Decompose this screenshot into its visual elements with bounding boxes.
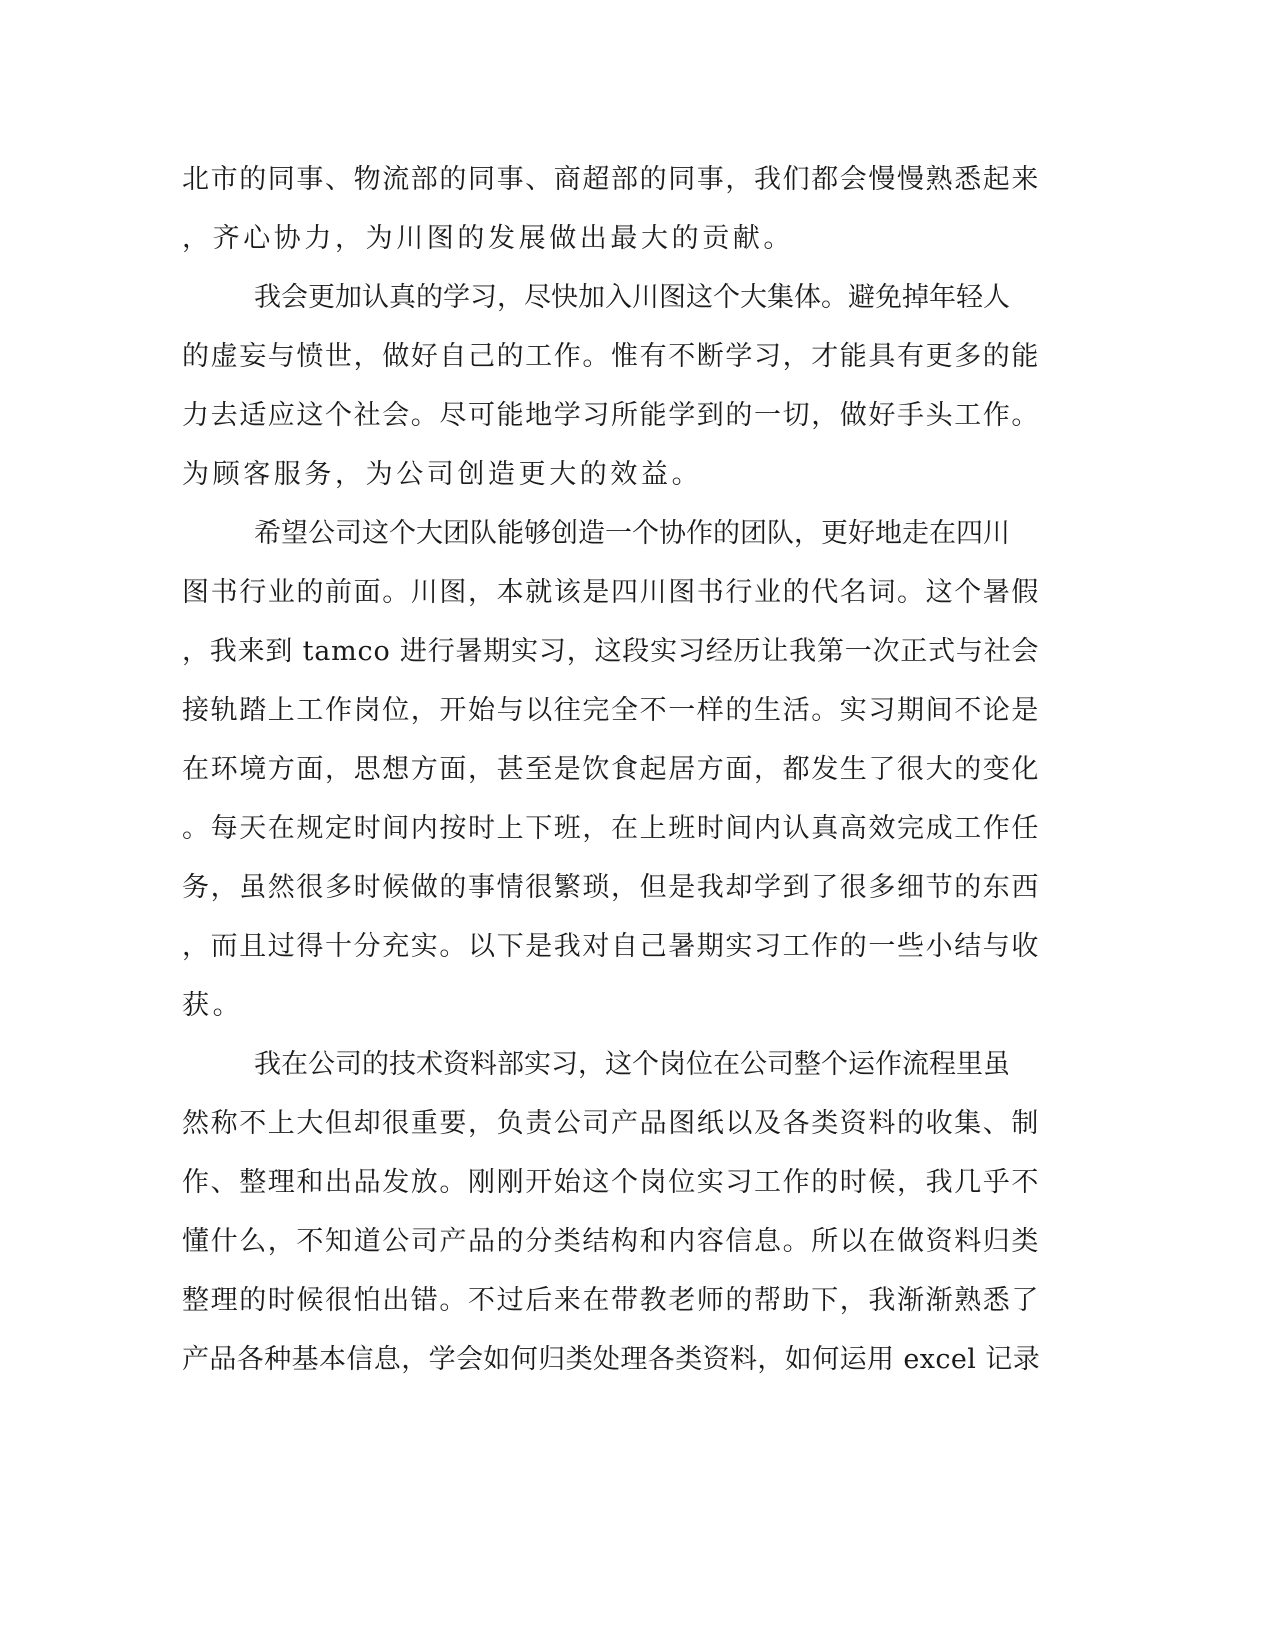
text-line: 作、整理和出品发放。刚刚开始这个岗位实习工作的时候，我几乎不 [182,1167,1040,1198]
text-line: 的虚妄与愤世，做好自己的工作。惟有不断学习，才能具有更多的能 [182,341,1040,372]
text-line: ，我来到 tamco 进行暑期实习，这段实习经历让我第一次正式与社会 [182,636,1040,667]
text-line: 为顾客服务，为公司创造更大的效益。 [182,459,703,490]
text-line: 北市的同事、物流部的同事、商超部的同事，我们都会慢慢熟悉起来 [182,164,1040,195]
text-line: 务，虽然很多时候做的事情很繁琐，但是我却学到了很多细节的东西 [182,872,1040,903]
text-line: 然称不上大但却很重要，负责公司产品图纸以及各类资料的收集、制 [182,1108,1040,1139]
text-line: ，齐心协力，为川图的发展做出最大的贡献。 [182,223,794,254]
text-line: 接轨踏上工作岗位，开始与以往完全不一样的生活。实习期间不论是 [182,695,1040,726]
text-line: ，而且过得十分充实。以下是我对自己暑期实习工作的一些小结与收 [182,931,1040,962]
text-line: 在环境方面，思想方面，甚至是饮食起居方面，都发生了很大的变化 [182,754,1040,785]
text-line: 图书行业的前面。川图，本就该是四川图书行业的代名词。这个暑假 [182,577,1040,608]
text-line: 获。 [182,990,244,1021]
text-line: 力去适应这个社会。尽可能地学习所能学到的一切，做好手头工作。 [182,400,1040,431]
text-line: 懂什么，不知道公司产品的分类结构和内容信息。所以在做资料归类 [182,1226,1040,1257]
text-line: 产品各种基本信息，学会如何归类处理各类资料，如何运用 excel 记录 [182,1344,1041,1375]
paragraph-first-line: 我在公司的技术资料部实习，这个岗位在公司整个运作流程里虽 [254,1049,1010,1080]
text-line: 整理的时候很怕出错。不过后来在带教老师的帮助下，我渐渐熟悉了 [182,1285,1040,1316]
text-line: 。每天在规定时间内按时上下班，在上班时间内认真高效完成工作任 [182,813,1040,844]
paragraph-first-line: 我会更加认真的学习，尽快加入川图这个大集体。避免掉年轻人 [254,282,1010,313]
paragraph-first-line: 希望公司这个大团队能够创造一个协作的团队，更好地走在四川 [254,518,1010,549]
